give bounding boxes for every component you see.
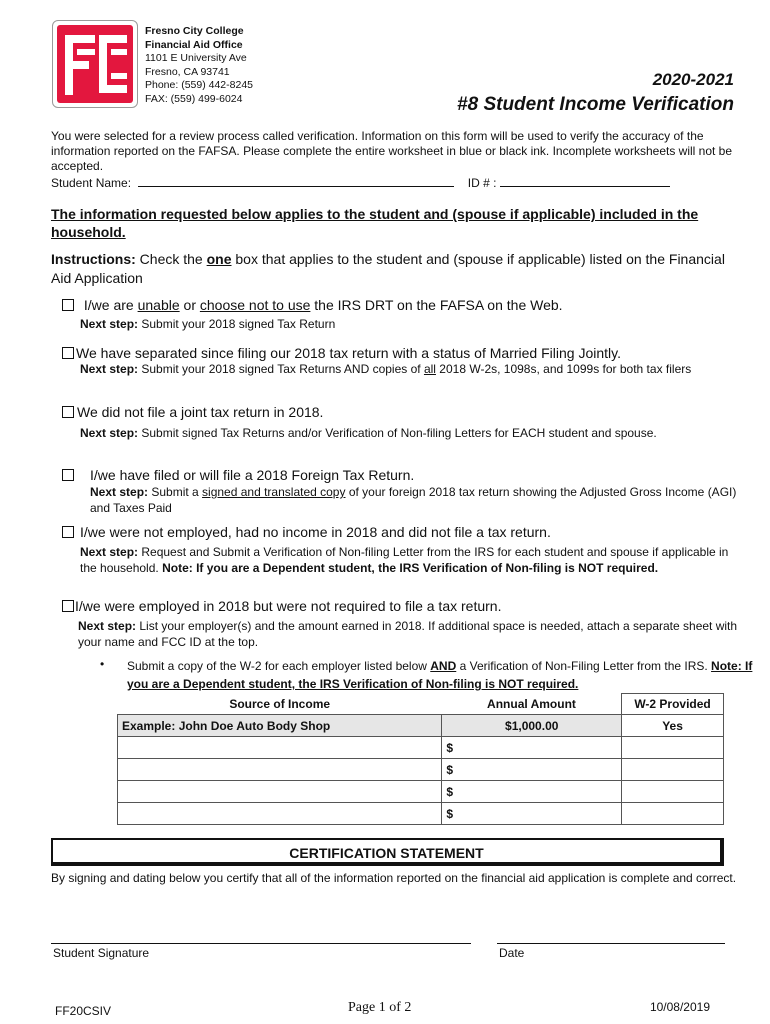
address-line-2: Fresno, CA 93741 [145, 65, 230, 78]
w2-instruction-note: Note: If you are a Dependent student, the IRS Verification of Non-filing is NOT required. [127, 659, 753, 691]
cell-amount-input[interactable]: $ [442, 781, 622, 803]
option-1-text-b: or [179, 297, 200, 313]
next-step-text-all: all [423, 362, 436, 376]
cell-source-input[interactable] [118, 803, 442, 825]
option-2-next-step [80, 361, 740, 377]
student-id-field[interactable] [500, 175, 670, 187]
next-step-note: Note: If you are a Dependent student, the IRS Verification of Non-filing is NOT required. [162, 561, 659, 575]
header-source: Source of Income [229, 696, 331, 711]
table-row-example [118, 715, 724, 737]
cell-w2-input[interactable] [622, 759, 724, 781]
certification-text: By signing and dating below you certify that all of the information reported on the financial aid application is complete and correct. [51, 871, 737, 885]
w2-instruction-text-b: a Verification of Non-Filing Letter from the IRS. [456, 659, 712, 673]
student-name-line [51, 175, 670, 190]
table-row [118, 781, 724, 803]
instructions-one: one [206, 251, 232, 267]
option-4 [62, 467, 414, 484]
cell-amount-input[interactable]: $ [442, 759, 622, 781]
next-step-label: Next step: [80, 362, 139, 376]
next-step-label: Next step: [80, 317, 139, 331]
fax: FAX: (559) 499-6024 [145, 92, 243, 105]
option-1 [62, 297, 563, 314]
header-w2: W-2 Provided [622, 694, 724, 715]
student-id-label: ID # : [467, 176, 497, 190]
option-1-text-unable: unable [137, 297, 180, 313]
next-step-label: Next step: [78, 619, 137, 633]
next-step-text: Submit signed Tax Returns and/or Verification of Non-filing Letters for EACH student and spouse. [138, 426, 657, 440]
certification-title: CERTIFICATION STATEMENT [51, 838, 724, 866]
award-year: 2020-2021 [652, 70, 734, 89]
college-address [145, 25, 253, 106]
option-6-text: I/we were employed in 2018 but were not required to file a tax return. [75, 598, 502, 614]
cell-amount: $1,000.00 [442, 715, 622, 737]
table-row [118, 759, 724, 781]
next-step-text: List your employer(s) and the amount earned in 2018. If additional space is needed, attach a separate sheet with your name and FCC ID at the top. [78, 619, 738, 649]
form-code: FF20CSIV [55, 1004, 112, 1018]
revision-date: 10/08/2019 [649, 1000, 710, 1014]
form-title: #8 Student Income Verification [457, 94, 734, 115]
instructions [51, 250, 741, 288]
header-amount: Annual Amount [487, 696, 576, 711]
option-3 [62, 404, 323, 421]
student-name-label: Student Name: [51, 176, 132, 190]
college-name: Fresno City College [145, 25, 244, 37]
option-3-next-step [80, 425, 740, 441]
instructions-text-post: box that applies to the student and (spouse if applicable) listed on the Financial Aid Application [51, 251, 725, 286]
table-row [118, 803, 724, 825]
cell-w2-input[interactable] [622, 803, 724, 825]
option-1-text-c: the IRS DRT on the FAFSA on the Web. [310, 297, 563, 313]
next-step-text-a: Submit a [148, 485, 203, 499]
next-step-text: Request and Submit a Verification of Non-filing Letter from the IRS for each student and spouse if applicable in the household. [80, 545, 729, 575]
signature-line[interactable] [51, 943, 471, 944]
instructions-label: Instructions: [51, 251, 136, 267]
option-6-next-step [78, 618, 738, 650]
cell-w2-input[interactable] [622, 781, 724, 803]
option-5-next-step [80, 544, 740, 576]
next-step-text-a: Submit your 2018 signed Tax Returns AND copies of [138, 362, 424, 376]
cell-amount-input[interactable]: $ [442, 803, 622, 825]
student-name-field[interactable] [138, 175, 454, 187]
office-name: Financial Aid Office [145, 38, 243, 51]
signature-label: Student Signature [53, 946, 150, 960]
date-line[interactable] [497, 943, 725, 944]
option-4-checkbox[interactable] [62, 469, 74, 481]
w2-instruction [127, 657, 767, 693]
next-step-text-signed: signed and translated copy [202, 485, 346, 499]
option-1-checkbox[interactable] [62, 299, 74, 311]
address-line-1: 1101 E University Ave [145, 52, 247, 64]
option-2-checkbox[interactable] [62, 347, 74, 359]
option-5-text: I/we were not employed, had no income in 2018 and did not file a tax return. [80, 524, 551, 540]
w2-instruction-text-a: Submit a copy of the W-2 for each employer listed below [127, 659, 431, 673]
option-3-checkbox[interactable] [62, 406, 74, 418]
instructions-text-pre: Check the [135, 251, 207, 267]
page-number: Page 1 of 2 [348, 1000, 412, 1015]
option-1-text-choose: choose not to use [199, 297, 311, 313]
cell-source: Example: John Doe Auto Body Shop [118, 715, 442, 737]
next-step-label: Next step: [80, 426, 139, 440]
next-step-label: Next step: [90, 485, 149, 499]
next-step-text-b: 2018 W-2s, 1098s, and 1099s for both tax filers [435, 362, 692, 376]
table-row [118, 737, 724, 759]
option-6-checkbox[interactable] [62, 600, 74, 612]
table-header-row [118, 694, 724, 715]
option-2 [62, 345, 621, 362]
option-4-text: I/we have filed or will file a 2018 Foreign Tax Return. [90, 467, 415, 483]
option-6 [62, 598, 501, 615]
college-logo [52, 20, 138, 108]
cell-w2: Yes [622, 715, 724, 737]
cell-source-input[interactable] [118, 759, 442, 781]
cell-amount-input[interactable]: $ [442, 737, 622, 759]
phone: Phone: (559) 442-8245 [145, 79, 253, 91]
next-step-text-b: of your foreign 2018 tax return showing the Adjusted Gross Income (AGI) and Taxes Paid [90, 485, 737, 515]
option-1-next-step [80, 316, 740, 332]
option-1-text-a: I/we are [83, 297, 138, 313]
bullet-symbol: • [100, 657, 105, 671]
date-label: Date [499, 946, 525, 960]
next-step-text: Submit your 2018 signed Tax Return [138, 317, 336, 331]
section-heading: The information requested below applies to the student and (spouse if applicable) included in the household. [51, 206, 699, 240]
option-3-text: We did not file a joint tax return in 2018. [77, 404, 324, 420]
cell-source-input[interactable] [118, 781, 442, 803]
option-5 [62, 524, 551, 541]
option-2-text: We have separated since filing our 2018 tax return with a status of Married Filing Jointly. [76, 345, 621, 361]
next-step-label: Next step: [80, 545, 139, 559]
cell-w2-input[interactable] [622, 737, 724, 759]
option-4-next-step [90, 484, 750, 516]
fcc-logo-icon [57, 25, 133, 103]
intro-paragraph: You were selected for a review process called verification. Information on this form will be used to verify the accuracy of the information reported on the FAFSA. Please complete the entire worksheet in blue or black ink. Incomplete worksheets will not be accepted. [51, 129, 733, 173]
cell-source-input[interactable] [118, 737, 442, 759]
income-table [117, 693, 724, 825]
w2-instruction-and: AND [430, 659, 457, 673]
option-5-checkbox[interactable] [62, 526, 74, 538]
